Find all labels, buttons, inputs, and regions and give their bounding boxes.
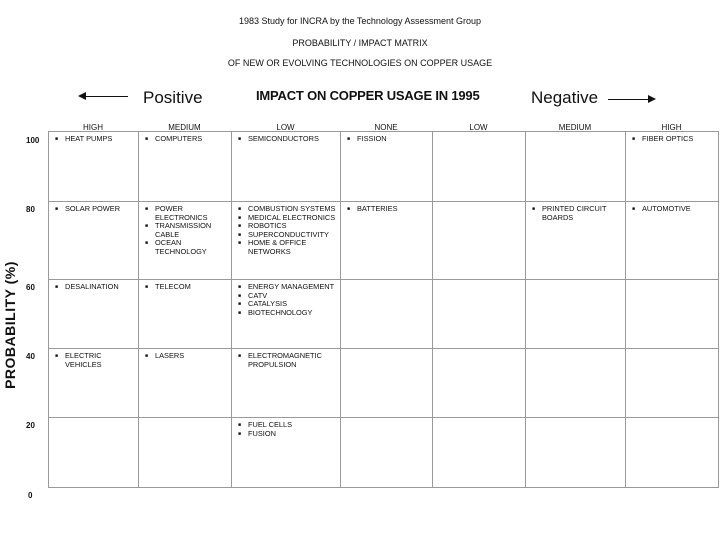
technology-item: ■ ROBOTICS <box>238 222 338 231</box>
technology-list <box>238 205 338 257</box>
impact-heading: IMPACT ON COPPER USAGE IN 1995 <box>256 88 480 103</box>
col-head-negative-high: HIGH <box>661 123 682 132</box>
technology-item: ■ DESALINATION <box>55 283 136 292</box>
matrix-cell <box>139 202 232 280</box>
y-tick-0: 0 <box>28 491 33 500</box>
technology-item: ■ LASERS <box>145 352 229 361</box>
technology-list <box>632 135 716 144</box>
matrix-cell <box>626 132 719 202</box>
technology-item: ■ POWER ELECTRONICS <box>145 205 229 222</box>
col-head-negative-medium: MEDIUM <box>558 123 592 132</box>
technology-item: ■ AUTOMOTIVE <box>632 205 716 214</box>
technology-list <box>238 135 338 144</box>
matrix-cell <box>232 418 341 488</box>
matrix-cell <box>341 280 433 349</box>
y-tick-100: 100 <box>26 136 40 145</box>
matrix-cell <box>433 280 526 349</box>
matrix-cell <box>49 418 139 488</box>
technology-list <box>347 135 430 144</box>
technology-item: ■ TELECOM <box>145 283 229 292</box>
technology-item: ■ FISSION <box>347 135 430 144</box>
matrix-cell <box>49 132 139 202</box>
matrix-cell <box>626 349 719 418</box>
technology-list <box>632 205 716 214</box>
matrix-cell <box>526 418 626 488</box>
technology-list <box>55 352 136 369</box>
technology-list <box>145 352 229 361</box>
matrix-title: PROBABILITY / IMPACT MATRIX <box>292 38 428 48</box>
matrix-cell <box>626 202 719 280</box>
matrix-row <box>49 349 719 418</box>
matrix-cell <box>341 349 433 418</box>
technology-list <box>145 205 229 257</box>
matrix-cell <box>139 280 232 349</box>
technology-list <box>145 283 229 292</box>
technology-item: ■ SUPERCONDUCTIVITY <box>238 231 338 240</box>
col-head-none: NONE <box>374 123 398 132</box>
matrix-cell <box>433 132 526 202</box>
technology-item: ■ FUSION <box>238 430 338 439</box>
matrix-cell <box>139 132 232 202</box>
col-head-positive-high: HIGH <box>83 123 103 132</box>
matrix-cell <box>49 349 139 418</box>
technology-item: ■ HEAT PUMPS <box>55 135 136 144</box>
matrix-cell <box>526 349 626 418</box>
technology-list <box>347 205 430 214</box>
technology-list <box>238 283 338 317</box>
matrix-cell <box>139 418 232 488</box>
technology-item: ■ OCEAN TECHNOLOGY <box>145 239 229 256</box>
matrix-cell <box>232 280 341 349</box>
matrix-cell <box>626 418 719 488</box>
matrix-cell <box>341 132 433 202</box>
y-tick-40: 40 <box>26 352 35 361</box>
matrix-cell <box>433 349 526 418</box>
matrix-row <box>49 132 719 202</box>
technology-item: ■ PRINTED CIRCUIT BOARDS <box>532 205 623 222</box>
y-tick-20: 20 <box>26 421 35 430</box>
technology-item: ■ ELECTROMAGNETIC PROPULSION <box>238 352 338 369</box>
technology-item: ■ TRANSMISSION CABLE <box>145 222 229 239</box>
technology-item: ■ SEMICONDUCTORS <box>238 135 338 144</box>
technology-item: ■ BIOTECHNOLOGY <box>238 309 338 318</box>
technology-item: ■ HOME & OFFICE NETWORKS <box>238 239 338 256</box>
technology-list <box>55 205 136 214</box>
technology-item: ■ COMBUSTION SYSTEMS <box>238 205 338 214</box>
matrix-row <box>49 418 719 488</box>
technology-list <box>55 135 136 144</box>
probability-axis-label: PROBABILITY (%) <box>2 261 18 389</box>
matrix-cell <box>49 202 139 280</box>
col-head-negative-low: LOW <box>469 123 488 132</box>
matrix-cell <box>526 202 626 280</box>
matrix-cell <box>626 280 719 349</box>
probability-impact-matrix <box>48 131 719 488</box>
technology-list <box>238 352 338 369</box>
matrix-cell <box>232 349 341 418</box>
matrix-cell <box>341 202 433 280</box>
matrix-cell <box>232 132 341 202</box>
positive-label: Positive <box>143 88 203 107</box>
technology-item: ■ CATV <box>238 292 338 301</box>
technology-list <box>145 135 229 144</box>
y-tick-80: 80 <box>26 205 35 214</box>
matrix-subtitle: OF NEW OR EVOLVING TECHNOLOGIES ON COPPER USAGE <box>227 58 493 68</box>
matrix-cell <box>433 418 526 488</box>
matrix-row <box>49 280 719 349</box>
matrix-row <box>49 202 719 280</box>
technology-item: ■ FIBER OPTICS <box>632 135 716 144</box>
technology-item: ■ BATTERIES <box>347 205 430 214</box>
technology-item: ■ ENERGY MANAGEMENT <box>238 283 338 292</box>
matrix-cell <box>526 280 626 349</box>
technology-item: ■ COMPUTERS <box>145 135 229 144</box>
technology-list <box>532 205 623 222</box>
technology-item: ■ SOLAR POWER <box>55 205 136 214</box>
matrix-cell <box>526 132 626 202</box>
technology-item: ■ CATALYSIS <box>238 300 338 309</box>
study-title: 1983 Study for INCRA by the Technology Assessment Group <box>239 16 481 26</box>
technology-list <box>55 283 136 292</box>
matrix-cell <box>232 202 341 280</box>
col-head-positive-medium: MEDIUM <box>168 123 201 132</box>
matrix-cell <box>139 349 232 418</box>
y-tick-60: 60 <box>26 283 35 292</box>
arrow-right-icon <box>608 99 654 100</box>
technology-item: ■ ELECTRIC VEHICLES <box>55 352 136 369</box>
technology-item: ■ MEDICAL ELECTRONICS <box>238 214 338 223</box>
negative-label: Negative <box>531 88 599 107</box>
matrix-cell <box>49 280 139 349</box>
technology-item: ■ FUEL CELLS <box>238 421 338 430</box>
matrix-cell <box>433 202 526 280</box>
matrix-cell <box>341 418 433 488</box>
arrow-left-icon <box>80 96 128 97</box>
col-head-positive-low: LOW <box>276 123 295 132</box>
technology-list <box>238 421 338 438</box>
